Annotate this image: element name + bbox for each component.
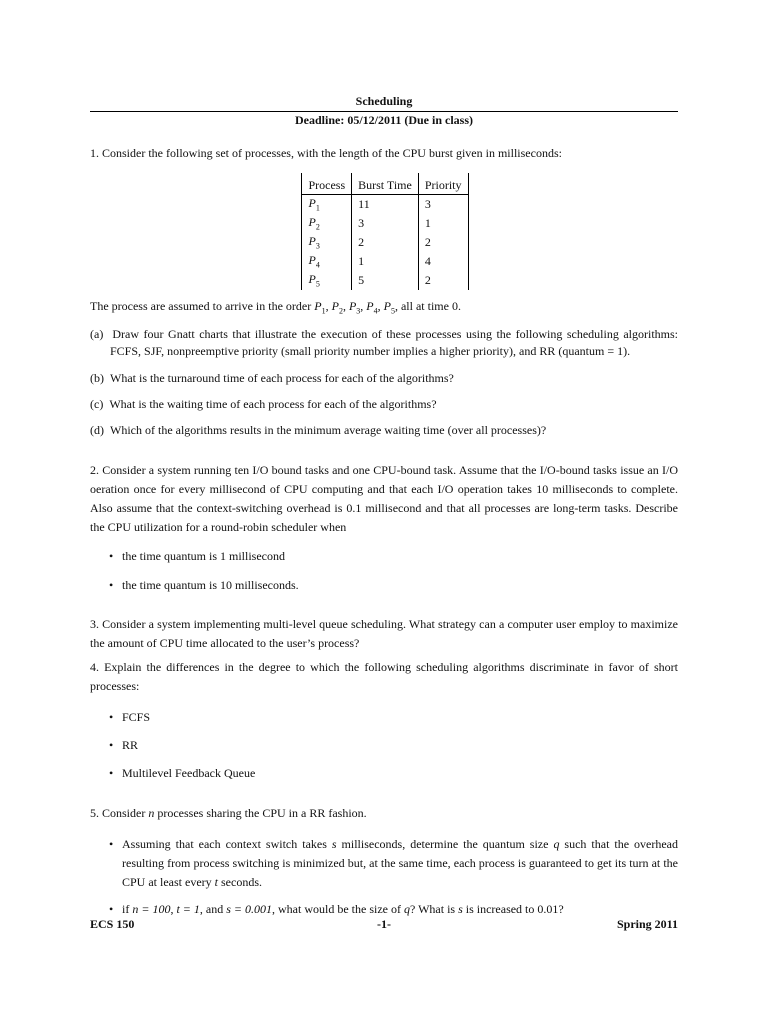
priority-cell: 1 [418, 214, 468, 233]
table-row [302, 194, 468, 213]
footer-page-number: -1- [377, 917, 391, 931]
table-header-row [302, 173, 468, 195]
bullet-icon: • [109, 766, 114, 781]
footer-course: ECS 150 [90, 917, 135, 931]
question-2-bullets [90, 547, 678, 595]
question-2: 2. Consider a system running ten I/O bound tasks and one CPU-bound task. Assume that the I/O-bound tasks issue an I/O oeration once for every millisecond of CPU computing and that each I/O operation takes 10 milliseconds to complete. Also assume that the context-switching overhead is 0.1 millisecond and that all processes are long-term tasks. Describe the CPU utilization for a round-robin scheduler when [90, 462, 678, 534]
bullet-icon: • [109, 548, 114, 563]
list-item: • FCFS [90, 708, 678, 727]
priority-cell: 4 [418, 252, 468, 271]
burst-cell: 5 [352, 271, 419, 290]
priority-cell: 3 [418, 194, 468, 213]
question-4: 4. Explain the differences in the degree to which the following scheduling algorithms discriminate in favor of short processes: [90, 660, 678, 694]
priority-cell: 2 [418, 271, 468, 290]
list-item: • if n = 100, t = 1, and s = 0.001, what would be the size of q? What is s is increased to 0.01? [90, 900, 678, 919]
col-header-burst: Burst Time [352, 173, 419, 195]
process-table [301, 173, 468, 290]
list-item: • the time quantum is 1 millisecond [90, 547, 678, 566]
bullet-icon: • [109, 577, 114, 592]
table-row [302, 252, 468, 271]
question-1a: (a) Draw four Gnatt charts that illustrate the execution of these processes using the following scheduling algorithms: FCFS, SJF, nonpreemptive priority (small priority number implies a higher priority), and RR (quantum = 1). [90, 326, 679, 359]
question-5: 5. Consider n processes sharing the CPU in a RR fashion. [90, 806, 367, 821]
question-4-bullets [90, 708, 678, 783]
page-title: Scheduling [355, 94, 413, 108]
burst-cell: 3 [352, 214, 419, 233]
bullet-icon: • [109, 738, 114, 753]
burst-cell: 2 [352, 233, 419, 252]
question-5-bullets [90, 835, 678, 920]
arrival-order: The process are assumed to arrive in the order $P_1$, $P_2$, $P_3$, $P_4$, $P_5$, all at time 0. [90, 298, 461, 316]
question-1b: (b) What is the turnaround time of each process for each of the algorithms? [90, 370, 454, 385]
process-cell: $P_3$ [302, 233, 352, 252]
list-item: • the time quantum is 10 milliseconds. [90, 576, 678, 595]
table-row [302, 233, 468, 252]
document-page [90, 94, 678, 919]
page-footer [90, 916, 678, 934]
table-row [302, 271, 468, 290]
process-cell: $P_1$ [302, 194, 352, 213]
process-cell: $P_5$ [302, 271, 352, 290]
footer-term: Spring 2011 [616, 917, 678, 931]
bullet-icon: • [109, 710, 114, 725]
list-item: • Assuming that each context switch takes s milliseconds, determine the quantum size q such that the overhead resulting from process switching is minimized but, at the same time, each process is guaranteed to get its turn at the CPU at least every t seconds. [109, 836, 679, 889]
question-1c: (c) What is the waiting time of each process for each of the algorithms? [90, 397, 437, 412]
priority-cell: 2 [418, 233, 468, 252]
bullet-icon: • [109, 902, 114, 917]
header-rule [90, 111, 678, 112]
deadline: Deadline: 05/12/2011 (Due in class) [294, 112, 473, 127]
process-cell: $P_4$ [302, 252, 352, 271]
question-1-intro: 1. Consider the following set of processes, with the length of the CPU burst given in milliseconds: [90, 146, 562, 161]
burst-cell: 1 [352, 252, 419, 271]
bullet-icon: • [109, 836, 114, 851]
table-row [302, 214, 468, 233]
col-header-process: Process [302, 173, 352, 195]
question-3: 3. Consider a system implementing multi-level queue scheduling. What strategy can a computer user employ to maximize the amount of CPU time allocated to the user’s process? [90, 616, 678, 650]
col-header-priority: Priority [418, 173, 468, 195]
process-cell: $P_2$ [302, 214, 352, 233]
list-item: • RR [90, 736, 678, 755]
question-1d: (d) Which of the algorithms results in the minimum average waiting time (over all processes)? [90, 423, 547, 438]
list-item: • Multilevel Feedback Queue [90, 764, 678, 783]
burst-cell: 11 [352, 194, 419, 213]
